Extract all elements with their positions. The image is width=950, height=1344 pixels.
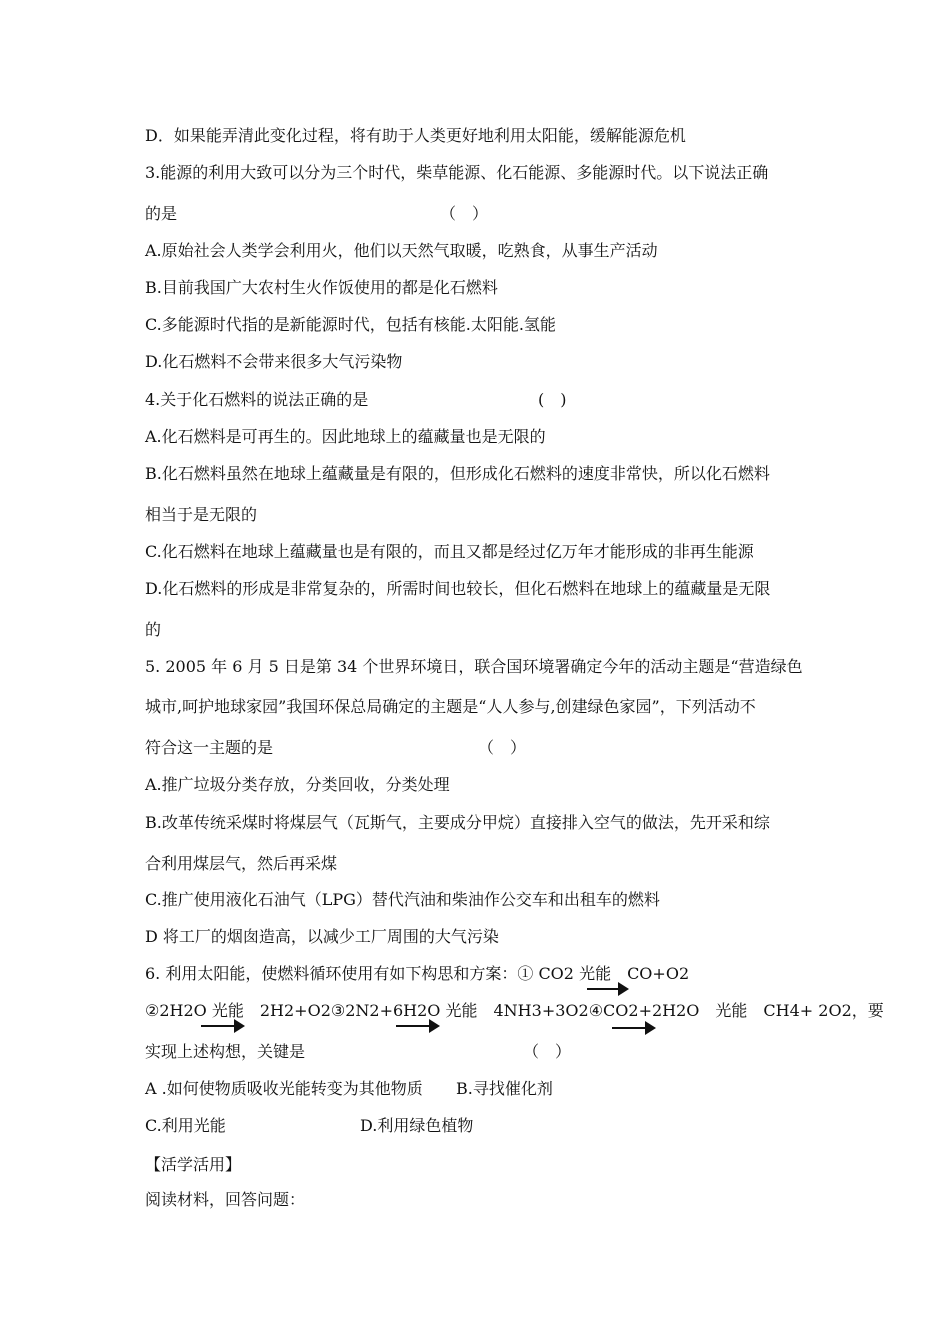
q3-option-a: A.原始社会人类学会利用火，他们以天然气取暖，吃熟食，从事生产活动 <box>145 241 658 260</box>
q3-option-b: B.目前我国广大农村生火作饭使用的都是化石燃料 <box>145 278 498 297</box>
q5-option-c: C.推广使用液化石油气（LPG）替代汽油和柴油作公交车和出租车的燃料 <box>145 890 660 909</box>
reaction-arrow-icon <box>612 1021 656 1035</box>
q3-stem: 3.能源的利用大致可以分为三个时代，柴草能源、化石能源、多能源时代。以下说法正确 <box>145 163 769 182</box>
q6-answer-blank: （ ） <box>523 1042 572 1061</box>
q4-option-d-continued: 的 <box>145 620 162 639</box>
q6-reactions: ②2H2O 光能 2H2+O2③2N2+6H2O 光能 4NH3+3O2④CO2+2H2O 光能 CH4+ 2O2，要 <box>145 1001 884 1020</box>
q6-option-c: C.利用光能 <box>145 1116 226 1135</box>
reaction-arrow-icon <box>396 1019 440 1033</box>
q4-option-d: D.化石燃料的形成是非常复杂的，所需时间也较长，但化石燃料在地球上的蕴藏量是无限 <box>145 579 771 598</box>
reaction-arrow-icon <box>587 982 629 996</box>
q6-stem-end: 实现上述构想，关键是 <box>145 1042 306 1061</box>
q5-stem-end: 符合这一主题的是 <box>145 738 274 757</box>
q6-option-a: A .如何使物质吸收光能转变为其他物质 <box>145 1079 423 1098</box>
q4-option-b: B.化石燃料虽然在地球上蕴藏量是有限的，但形成化石燃料的速度非常快，所以化石燃料 <box>145 464 770 483</box>
q3-option-c: C.多能源时代指的是新能源时代，包括有核能.太阳能.氢能 <box>145 315 556 334</box>
q4-stem: 4.关于化石燃料的说法正确的是 <box>145 390 369 409</box>
reading-prompt: 阅读材料，回答问题： <box>145 1190 306 1209</box>
q3-stem-continued: 的是 <box>145 204 178 223</box>
q3-answer-blank: （ ） <box>440 204 489 223</box>
q6-option-d: D.利用绿色植物 <box>360 1116 474 1135</box>
q5-stem: 5. 2005 年 6 月 5 日是第 34 个世界环境日，联合国环境署确定今年的活动主题是“营造绿色 <box>145 657 803 676</box>
q5-option-b-continued: 合利用煤层气，然后再采煤 <box>145 854 338 873</box>
q4-answer-blank: ( ) <box>538 390 567 409</box>
q4-option-c: C.化石燃料在地球上蕴藏量也是有限的，而且又都是经过亿万年才能形成的非再生能源 <box>145 542 754 561</box>
q4-option-b-continued: 相当于是无限的 <box>145 505 258 524</box>
q6-option-b: B.寻找催化剂 <box>456 1079 553 1098</box>
section-title: 【活学活用】 <box>145 1155 242 1174</box>
q3-option-d: D.化石燃料不会带来很多大气污染物 <box>145 352 403 371</box>
q5-option-b: B.改革传统采煤时将煤层气（瓦斯气，主要成分甲烷）直接排入空气的做法，先开采和综 <box>145 813 770 832</box>
q5-option-a: A.推广垃圾分类存放，分类回收，分类处理 <box>145 775 450 794</box>
q4-option-a: A.化石燃料是可再生的。因此地球上的蕴藏量也是无限的 <box>145 427 546 446</box>
q5-answer-blank: （ ） <box>478 738 527 757</box>
q5-option-d: D 将工厂的烟囱造高，以减少工厂周围的大气污染 <box>145 927 499 946</box>
q5-stem-continued: 城市,呵护地球家园”我国环保总局确定的主题是“人人参与,创建绿色家园”，下列活动不 <box>145 697 756 716</box>
reaction-arrow-icon <box>201 1019 245 1033</box>
q2-option-d: D．如果能弄清此变化过程，将有助于人类更好地利用太阳能，缓解能源危机 <box>145 126 686 145</box>
q6-stem: 6. 利用太阳能，使燃料循环使用有如下构思和方案：① CO2 光能 CO+O2 <box>145 964 690 983</box>
